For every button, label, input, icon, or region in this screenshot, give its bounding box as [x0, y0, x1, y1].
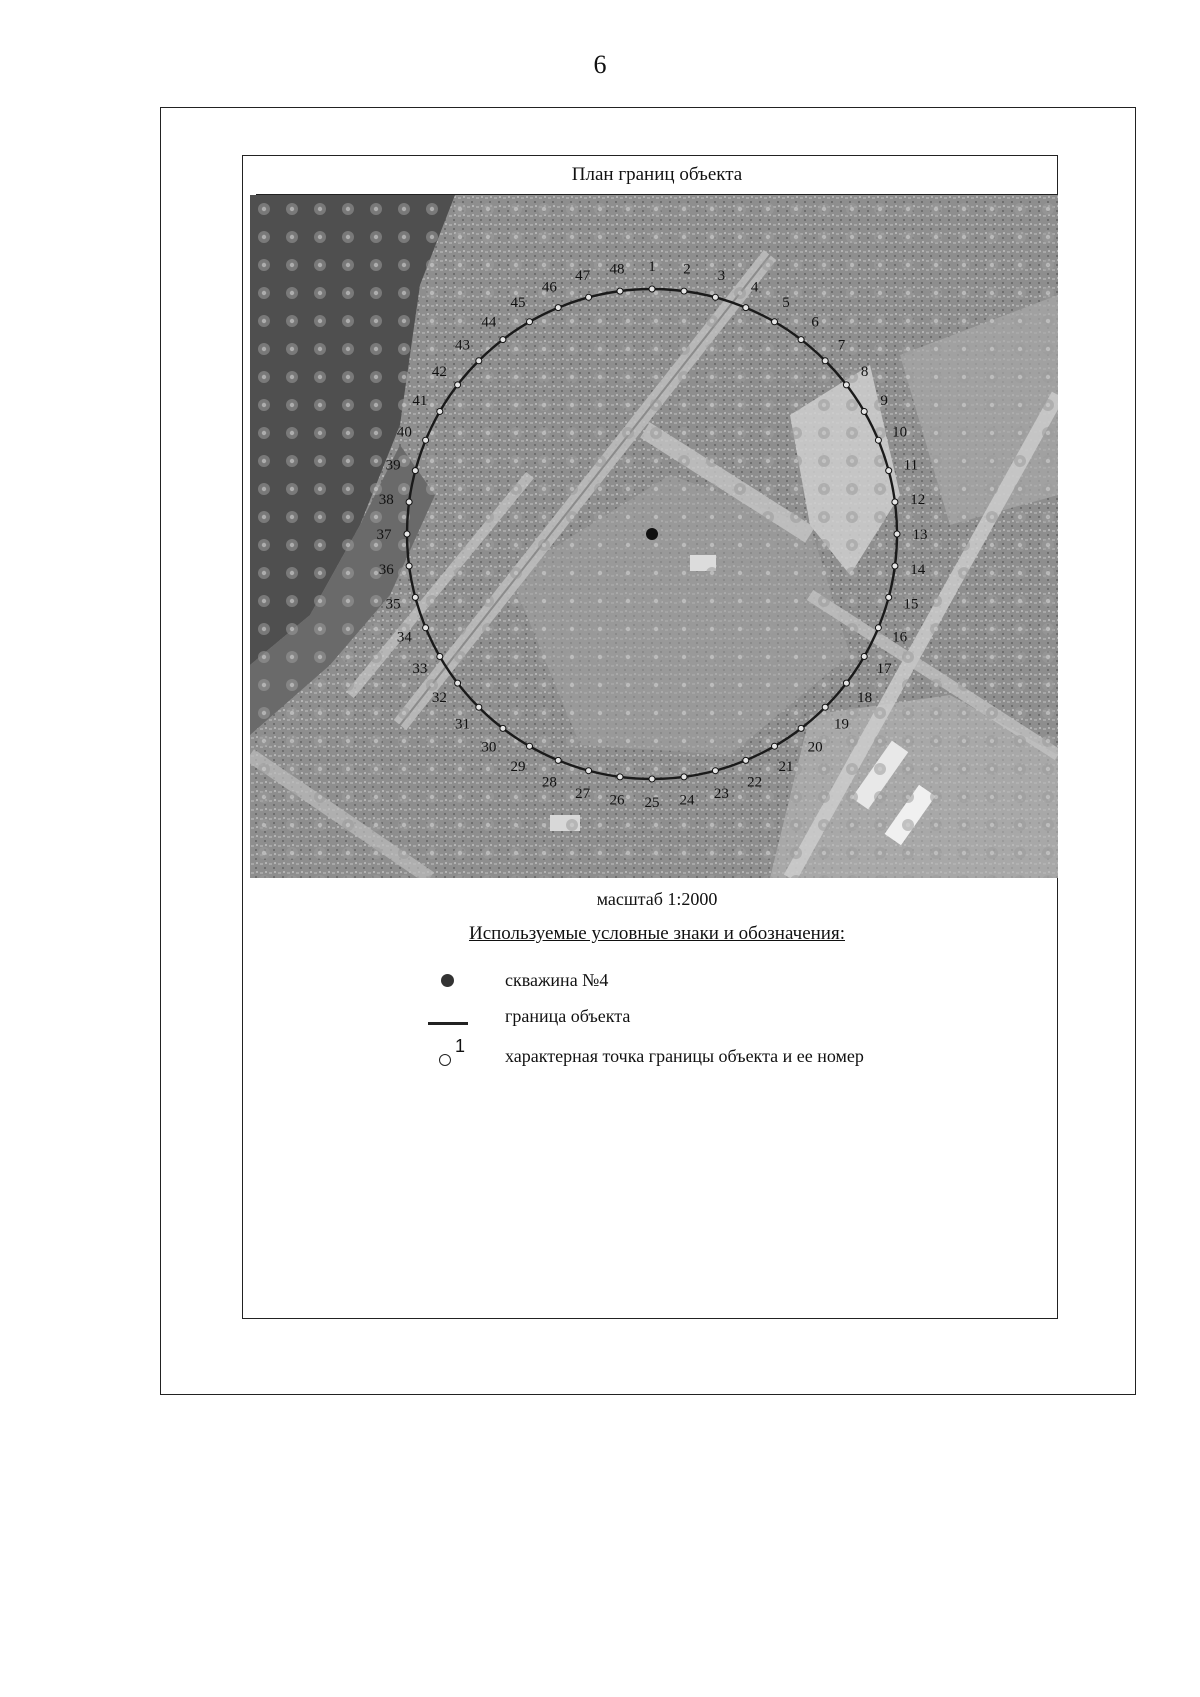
boundary-point-19 [822, 704, 828, 710]
boundary-point-label-35: 35 [385, 596, 401, 613]
boundary-point-label-12: 12 [910, 492, 926, 508]
point-symbol-number: 1 [455, 1036, 466, 1056]
boundary-point-label-11: 11 [903, 457, 919, 474]
boundary-point-label-34: 34 [396, 629, 412, 646]
boundary-point-18 [843, 680, 849, 686]
boundary-point-13 [894, 531, 900, 537]
boundary-point-label-25: 25 [644, 795, 660, 811]
boundary-point-label-39: 39 [385, 457, 401, 474]
boundary-point-8 [843, 382, 849, 388]
boundary-point-label-48: 48 [609, 261, 625, 278]
boundary-point-46 [555, 305, 561, 311]
boundary-point-label-26: 26 [609, 792, 625, 809]
boundary-point-2 [681, 288, 687, 294]
legend-item-boundary [0, 1006, 1200, 1042]
legend-item-well [0, 970, 1200, 1006]
boundary-point-36 [406, 563, 412, 569]
boundary-point-45 [527, 319, 533, 325]
boundary-point-label-17: 17 [876, 661, 892, 677]
boundary-point-label-37: 37 [376, 527, 392, 543]
boundary-point-label-16: 16 [892, 629, 908, 646]
boundary-point-35 [412, 594, 418, 600]
boundary-point-38 [406, 499, 412, 505]
boundary-point-10 [875, 437, 881, 443]
boundary-point-30 [500, 725, 506, 731]
boundary-line-symbol [428, 1022, 468, 1025]
legend-text-boundary: граница объекта [505, 1006, 631, 1026]
boundary-point-label-24: 24 [679, 792, 695, 809]
boundary-point-44 [500, 337, 506, 343]
boundary-point-37 [404, 531, 410, 537]
aerial-map [250, 195, 1058, 878]
boundary-point-43 [476, 358, 482, 364]
boundary-point-24 [681, 774, 687, 780]
boundary-point-label-22: 22 [747, 774, 763, 791]
boundary-point-25 [649, 776, 655, 782]
point-symbol [439, 1054, 451, 1066]
boundary-point-label-14: 14 [910, 562, 926, 578]
boundary-point-29 [527, 743, 533, 749]
boundary-point-label-2: 2 [683, 261, 691, 278]
boundary-point-16 [875, 625, 881, 631]
boundary-point-32 [455, 680, 461, 686]
boundary-point-label-3: 3 [717, 268, 726, 285]
boundary-point-47 [586, 294, 592, 300]
boundary-point-14 [892, 563, 898, 569]
boundary-point-label-27: 27 [575, 785, 591, 802]
boundary-point-7 [822, 358, 828, 364]
boundary-point-4 [743, 305, 749, 311]
boundary-point-33 [437, 654, 443, 660]
boundary-point-label-31: 31 [455, 716, 470, 733]
legend-text-well: скважина №4 [505, 970, 609, 990]
boundary-point-label-33: 33 [412, 661, 428, 677]
legend-text-point: характерная точка границы объекта и ее номер [505, 1046, 864, 1066]
boundary-point-label-46: 46 [541, 279, 557, 296]
boundary-point-40 [423, 437, 429, 443]
boundary-point-label-43: 43 [455, 337, 470, 354]
boundary-point-label-41: 41 [412, 393, 428, 409]
boundary-point-39 [412, 468, 418, 474]
boundary-point-20 [798, 725, 804, 731]
boundary-point-label-38: 38 [378, 492, 394, 508]
boundary-point-21 [772, 743, 778, 749]
boundary-point-label-18: 18 [857, 690, 873, 707]
boundary-point-label-8: 8 [860, 363, 869, 380]
plan-title: План границ объекта [256, 155, 1058, 195]
boundary-point-17 [861, 654, 867, 660]
boundary-point-label-36: 36 [378, 562, 394, 578]
boundary-point-label-7: 7 [837, 337, 846, 354]
boundary-point-label-44: 44 [481, 314, 497, 331]
boundary-point-23 [712, 768, 718, 774]
boundary-point-label-6: 6 [811, 314, 819, 331]
boundary-point-3 [712, 294, 718, 300]
boundary-point-label-28: 28 [541, 774, 557, 791]
scale-label: масштаб 1:2000 [596, 889, 718, 909]
boundary-point-label-23: 23 [713, 785, 729, 802]
legend-title: Используемые условные знаки и обозначения: [468, 923, 845, 944]
boundary-point-31 [476, 704, 482, 710]
boundary-point-11 [886, 468, 892, 474]
boundary-point-label-9: 9 [880, 393, 888, 409]
boundary-point-41 [437, 409, 443, 415]
boundary-point-label-15: 15 [903, 596, 919, 613]
boundary-point-1 [649, 286, 655, 292]
boundary-point-label-40: 40 [396, 424, 412, 441]
boundary-point-label-42: 42 [431, 363, 447, 380]
boundary-point-48 [617, 288, 623, 294]
boundary-point-label-30: 30 [481, 739, 497, 756]
boundary-point-label-4: 4 [750, 279, 759, 296]
boundary-point-label-32: 32 [431, 690, 447, 707]
boundary-point-15 [886, 594, 892, 600]
boundary-point-label-10: 10 [892, 424, 908, 441]
boundary-point-42 [455, 382, 461, 388]
boundary-point-27 [586, 768, 592, 774]
boundary-point-34 [423, 625, 429, 631]
legend-item-point [0, 1036, 1200, 1082]
boundary-point-label-29: 29 [510, 759, 526, 776]
boundary-point-26 [617, 774, 623, 780]
well-marker [646, 528, 658, 540]
boundary-point-label-21: 21 [778, 759, 794, 776]
boundary-point-9 [861, 409, 867, 415]
boundary-point-label-1: 1 [648, 259, 656, 275]
well-symbol [441, 974, 454, 987]
page-number: 6 [593, 50, 607, 79]
boundary-point-label-47: 47 [575, 268, 591, 285]
boundary-point-12 [892, 499, 898, 505]
boundary-point-5 [772, 319, 778, 325]
boundary-point-label-19: 19 [834, 716, 849, 733]
boundary-point-label-13: 13 [912, 527, 928, 543]
boundary-point-28 [555, 757, 561, 763]
boundary-point-6 [798, 337, 804, 343]
boundary-point-label-5: 5 [782, 294, 790, 311]
boundary-point-label-20: 20 [807, 739, 823, 756]
boundary-point-label-45: 45 [510, 294, 526, 311]
boundary-point-22 [743, 757, 749, 763]
